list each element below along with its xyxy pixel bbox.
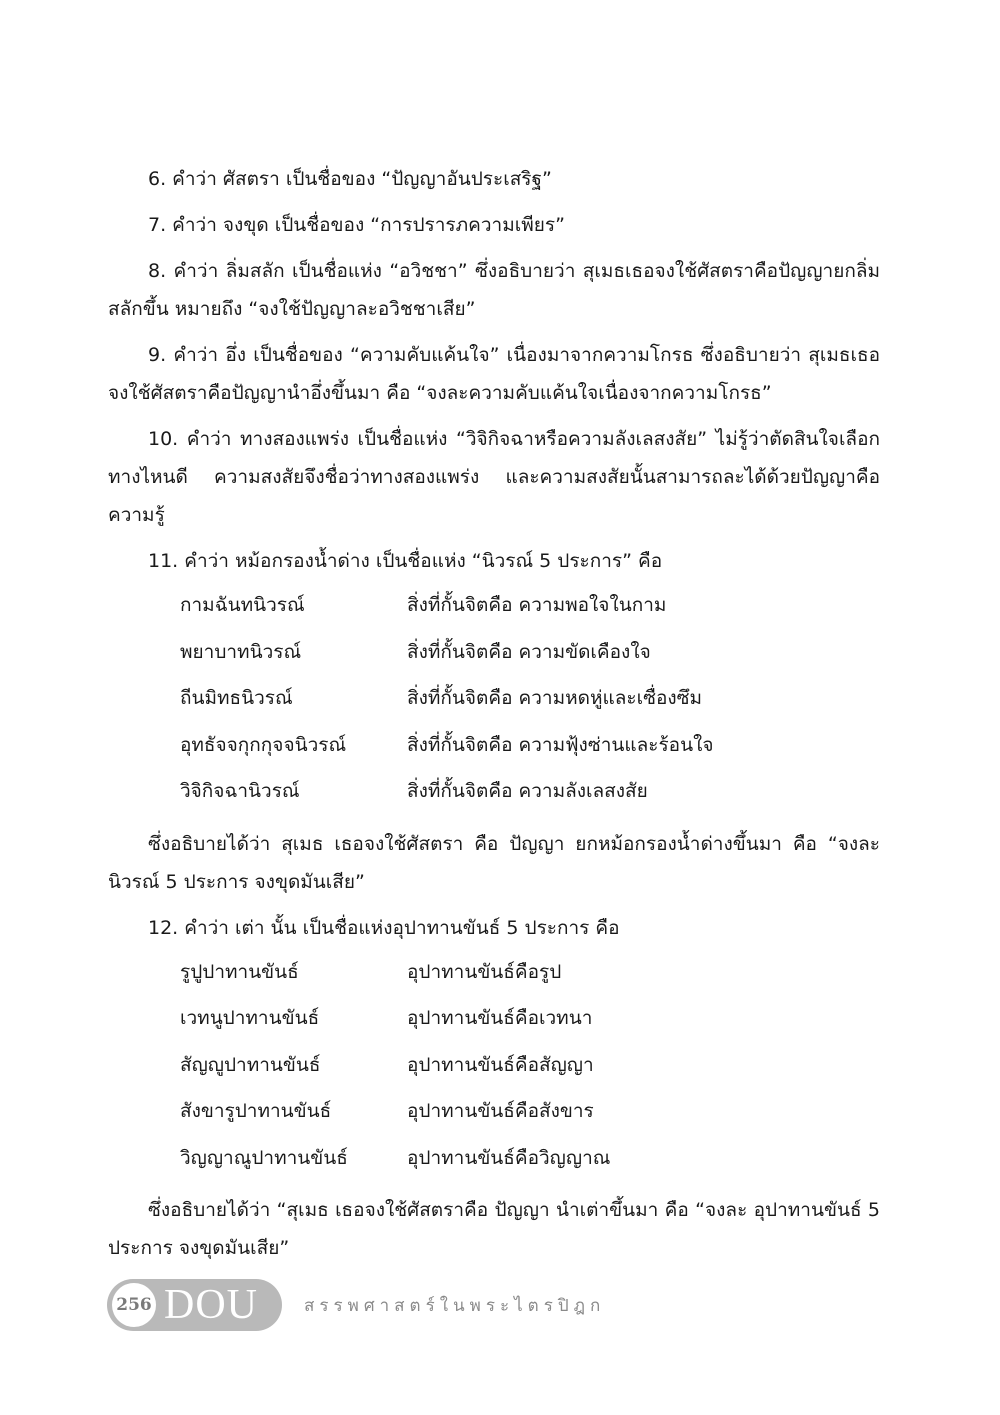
footer-badge [107, 1279, 282, 1331]
khandha-term: วิญญาณูปาทานขันธ์ [180, 1146, 348, 1169]
page-number: 256 [112, 1283, 156, 1327]
brand-logo-text: DOU [164, 1282, 258, 1328]
list-item [108, 582, 880, 629]
paragraph-item-7: 7. คำว่า จงขุด เป็นชื่อของ “การปรารภความเพียร” [148, 214, 565, 236]
paragraph-item-10: 10. คำว่า ทางสองแพร่ง เป็นชื่อแห่ง “วิจิกิจฉาหรือความลังเลสงสัย” ไม่รู้ว่าตัดสินใจเลือกทางไหนดี ความสงสัยจึงชื่อว่าทางสองแพร่ง และความสงสัยนั้นสามารถละได้ด้วยปัญญาคือความรู้ [108, 428, 880, 526]
book-title: สรรพศาสตร์ในพระไตรปิฎก [304, 1295, 606, 1316]
paragraph-item-9: 9. คำว่า อึ่ง เป็นชื่อของ “ความคับแค้นใจ” เนื่องมาจากความโกรธ ซึ่งอธิบายว่า สุเมธเธอจงใช้ศัสตราคือปัญญานำอึ่งขึ้นมา คือ “จงละความคับแค้นใจเนื่องจากความโกรธ” [108, 344, 880, 404]
list-item [108, 629, 880, 676]
paragraph-item-12: 12. คำว่า เต่า นั้น เป็นชื่อแห่งอุปาทานขันธ์ 5 ประการ คือ [148, 916, 620, 939]
nivarana-summary-paragraph: ซึ่งอธิบายได้ว่า สุเมธ เธอจงใช้ศัสตรา คือ ปัญญา ยกหม้อกรองน้ำด่างขึ้นมา คือ “จงละนิวรณ์ 5 ประการ จงขุดมันเสีย” [108, 832, 880, 893]
nivarana-term: วิจิกิจฉานิวรณ์ [180, 780, 300, 803]
page-content [108, 160, 880, 1267]
list-item [108, 995, 880, 1042]
nivarana-description: สิ่งที่กั้นจิตคือ ความลังเลสงสัย [407, 780, 648, 803]
paragraph-item-6: 6. คำว่า ศัสตรา เป็นชื่อของ “ปัญญาอันประเสริฐ” [148, 168, 552, 190]
list-item [108, 722, 880, 769]
nivarana-term: ถีนมิทธนิวรณ์ [180, 687, 293, 710]
khandha-summary-paragraph: ซึ่งอธิบายได้ว่า “สุเมธ เธอจงใช้ศัสตราคือ ปัญญา นำเต่าขึ้นมา คือ “จงละ อุปาทานขันธ์ 5 ประการ จงขุดมันเสีย” [108, 1199, 880, 1259]
khandha-description: อุปาทานขันธ์คือสัญญา [407, 1053, 594, 1076]
khandha-term: สัญญูปาทานขันธ์ [180, 1053, 321, 1076]
list-item [108, 949, 880, 996]
nivarana-term: อุทธัจจกุกกุจจนิวรณ์ [180, 733, 347, 756]
nivarana-list [108, 582, 880, 815]
list-item [108, 768, 880, 815]
list-item [108, 1135, 880, 1182]
page-footer [107, 1279, 605, 1331]
khandha-description: อุปาทานขันธ์คือสังขาร [407, 1100, 594, 1123]
nivarana-term: พยาบาทนิวรณ์ [180, 640, 302, 663]
khandha-term: เวทนูปาทานขันธ์ [180, 1007, 320, 1030]
nivarana-description: สิ่งที่กั้นจิตคือ ความหดหู่และเซื่องซึม [407, 687, 703, 710]
nivarana-description: สิ่งที่กั้นจิตคือ ความขัดเคืองใจ [407, 640, 651, 663]
khandha-description: อุปาทานขันธ์คือเวทนา [407, 1007, 593, 1030]
khandha-description: อุปาทานขันธ์คือวิญญาณ [407, 1146, 611, 1169]
nivarana-description: สิ่งที่กั้นจิตคือ ความพอใจในกาม [407, 594, 667, 617]
list-item [108, 675, 880, 722]
paragraph-item-8: 8. คำว่า ลิ่มสลัก เป็นชื่อแห่ง “อวิชชา” ซึ่งอธิบายว่า สุเมธเธอจงใช้ศัสตราคือปัญญายกลิ่มสลักขึ้น หมายถึง “จงใช้ปัญญาละอวิชชาเสีย” [108, 260, 880, 320]
nivarana-description: สิ่งที่กั้นจิตคือ ความฟุ้งซ่านและร้อนใจ [407, 733, 714, 756]
khandha-list [108, 949, 880, 1182]
paragraph-item-11: 11. คำว่า หม้อกรองน้ำด่าง เป็นชื่อแห่ง “นิวรณ์ 5 ประการ” คือ [148, 550, 663, 572]
list-item [108, 1042, 880, 1089]
khandha-term: สังขารูปาทานขันธ์ [180, 1100, 332, 1123]
nivarana-term: กามฉันทนิวรณ์ [180, 594, 305, 617]
khandha-term: รูปูปาทานขันธ์ [180, 960, 299, 983]
list-item [108, 1088, 880, 1135]
khandha-description: อุปาทานขันธ์คือรูป [407, 960, 562, 983]
